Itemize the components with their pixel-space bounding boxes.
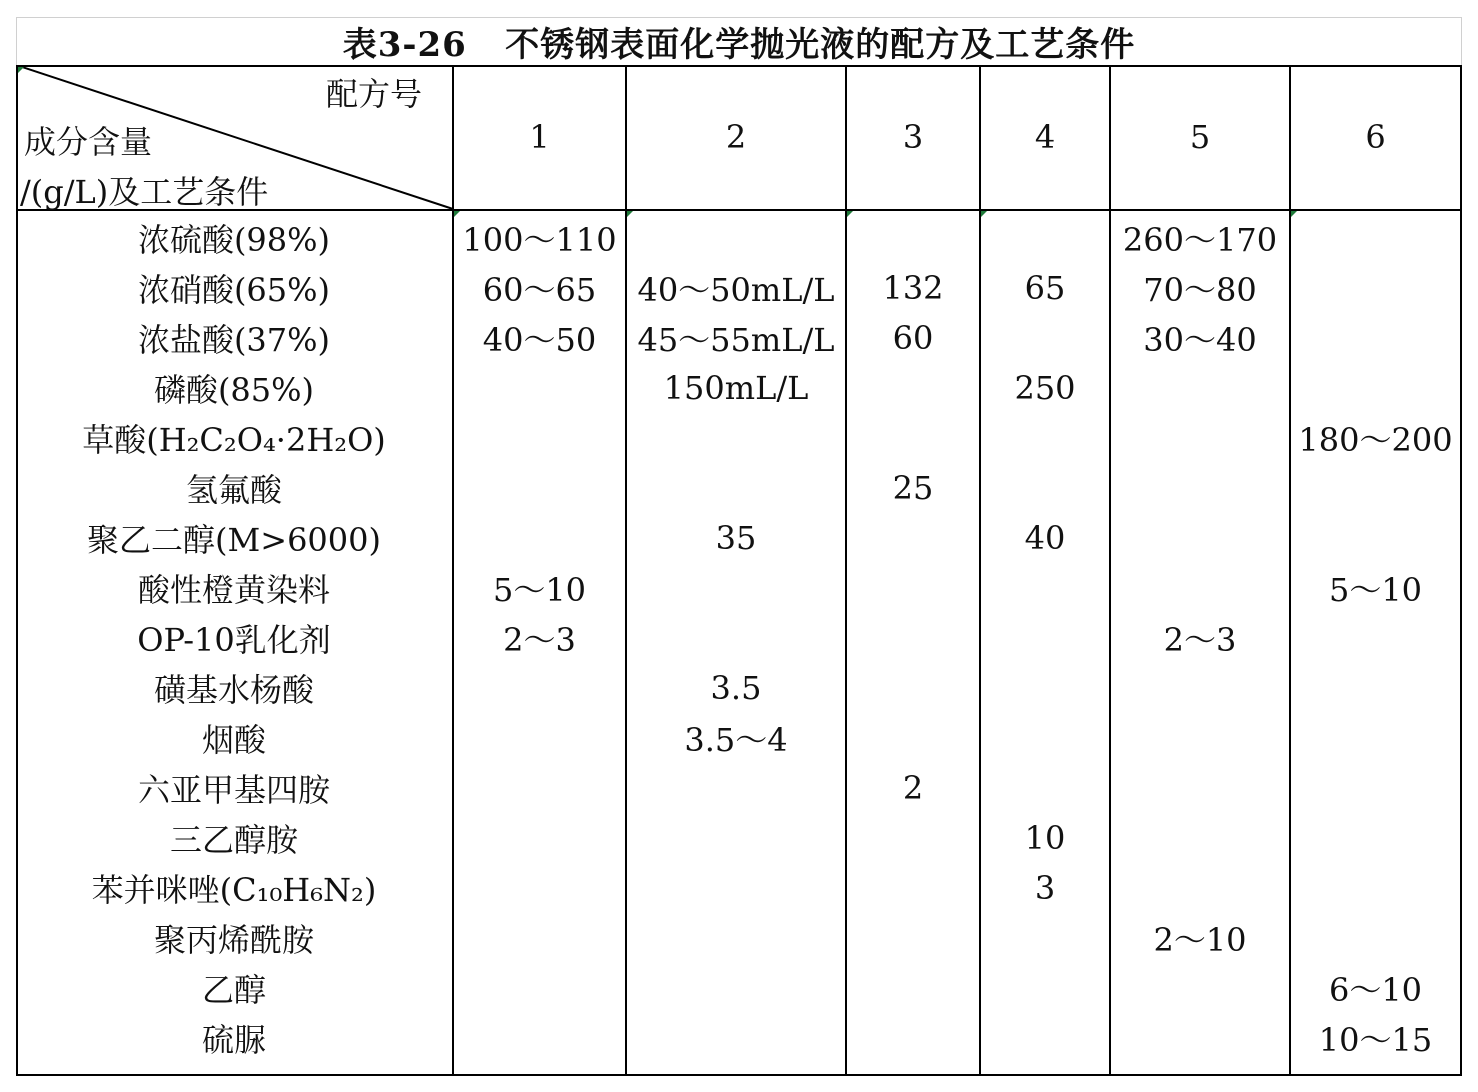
table-cell bbox=[1291, 213, 1460, 263]
table-cell bbox=[454, 663, 625, 713]
table-cell bbox=[981, 313, 1109, 363]
table-cell bbox=[454, 1013, 625, 1063]
table-cell bbox=[981, 713, 1109, 763]
table-cell bbox=[981, 213, 1109, 263]
table-cell bbox=[847, 213, 979, 263]
table-cell: 260～170 bbox=[1122, 221, 1278, 259]
table-cell: 45～55mL/L bbox=[637, 321, 835, 359]
table-cell: 10 bbox=[1024, 819, 1066, 857]
table-cell: 250 bbox=[1014, 369, 1076, 407]
table-cell bbox=[847, 1013, 979, 1063]
table-cell bbox=[1111, 813, 1289, 863]
table-cell: 40～50mL/L bbox=[637, 271, 835, 309]
row-label: 草酸(H₂C₂O₄·2H₂O) bbox=[82, 421, 386, 459]
table-cell bbox=[627, 413, 845, 463]
column-header-3: 3 bbox=[902, 118, 924, 156]
table-cell bbox=[627, 1013, 845, 1063]
table-cell bbox=[847, 913, 979, 963]
table-cell bbox=[1291, 613, 1460, 663]
table-cell: 10～15 bbox=[1318, 1021, 1433, 1059]
column-header-5: 5 bbox=[1189, 118, 1211, 156]
table-cell bbox=[1111, 663, 1289, 713]
table-cell: 180～200 bbox=[1298, 421, 1453, 459]
table-cell: 3 bbox=[1034, 869, 1056, 907]
table-cell bbox=[1291, 463, 1460, 513]
table-cell: 60 bbox=[892, 319, 934, 357]
table-cell: 60～65 bbox=[482, 271, 597, 309]
corner-unit-label: /(g/L)及工艺条件 bbox=[20, 173, 269, 211]
table-cell: 2～10 bbox=[1153, 921, 1247, 959]
table-cell bbox=[1111, 413, 1289, 463]
table-cell bbox=[1111, 463, 1289, 513]
table-cell: 5～10 bbox=[492, 571, 587, 609]
row-label: 浓盐酸(37%) bbox=[137, 321, 331, 359]
table-cell: 30～40 bbox=[1143, 321, 1257, 359]
row-label: 乙醇 bbox=[201, 971, 266, 1009]
row-label: 六亚甲基四胺 bbox=[137, 771, 330, 809]
table-cell: 132 bbox=[882, 269, 944, 307]
table-sheet bbox=[16, 17, 1462, 1076]
table-cell bbox=[1291, 313, 1460, 363]
table-cell: 2～3 bbox=[503, 621, 576, 659]
table-cell bbox=[981, 763, 1109, 813]
row-label: 磺基水杨酸 bbox=[153, 671, 314, 709]
table-cell: 3.5～4 bbox=[684, 721, 788, 759]
table-cell bbox=[1291, 863, 1460, 913]
table-cell bbox=[454, 513, 625, 563]
table-cell bbox=[847, 863, 979, 913]
column-header-2: 2 bbox=[725, 118, 747, 156]
rule-bottom bbox=[16, 1074, 1462, 1076]
table-cell bbox=[454, 813, 625, 863]
corner-component-label: 成分含量 bbox=[24, 123, 153, 161]
table-cell bbox=[847, 713, 979, 763]
row-label: 酸性橙黄染料 bbox=[137, 571, 330, 609]
table-cell bbox=[847, 513, 979, 563]
table-cell bbox=[454, 463, 625, 513]
row-label: 烟酸 bbox=[201, 721, 266, 759]
table-cell bbox=[847, 663, 979, 713]
table-cell bbox=[847, 363, 979, 413]
column-header-4: 4 bbox=[1034, 118, 1056, 156]
table-cell bbox=[1111, 563, 1289, 613]
table-cell bbox=[1291, 363, 1460, 413]
table-cell bbox=[627, 213, 845, 263]
table-cell bbox=[1291, 763, 1460, 813]
table-cell bbox=[454, 363, 625, 413]
corner-recipe-label: 配方号 bbox=[326, 75, 423, 113]
row-label: 浓硫酸(98%) bbox=[137, 221, 331, 259]
table-cell: 6～10 bbox=[1328, 971, 1423, 1009]
row-label: 苯并咪唑(C₁₀H₆N₂) bbox=[91, 871, 377, 909]
table-cell bbox=[627, 463, 845, 513]
row-label: 氢氟酸 bbox=[185, 471, 282, 509]
table-cell: 65 bbox=[1024, 269, 1066, 307]
row-label: 硫脲 bbox=[201, 1021, 266, 1059]
table-cell bbox=[1291, 513, 1460, 563]
table-title: 表3-26 不锈钢表面化学抛光液的配方及工艺条件 bbox=[16, 17, 1462, 65]
table-cell bbox=[1111, 363, 1289, 413]
table-cell bbox=[627, 763, 845, 813]
table-cell bbox=[454, 413, 625, 463]
row-label: OP-10乳化剂 bbox=[137, 621, 331, 659]
table-cell bbox=[454, 763, 625, 813]
cell-marker bbox=[18, 67, 24, 73]
row-label: 三乙醇胺 bbox=[169, 821, 298, 859]
table-cell bbox=[627, 613, 845, 663]
table-cell bbox=[627, 963, 845, 1013]
table-cell: 70～80 bbox=[1143, 271, 1257, 309]
table-cell bbox=[981, 413, 1109, 463]
table-cell bbox=[1111, 1013, 1289, 1063]
rule-right bbox=[1460, 65, 1462, 1076]
table-cell bbox=[627, 863, 845, 913]
table-cell bbox=[454, 863, 625, 913]
table-cell: 40 bbox=[1024, 519, 1066, 557]
table-cell bbox=[981, 563, 1109, 613]
table-cell bbox=[627, 913, 845, 963]
table-cell bbox=[454, 713, 625, 763]
table-cell bbox=[454, 963, 625, 1013]
table-cell: 2 bbox=[902, 769, 924, 807]
table-cell bbox=[847, 563, 979, 613]
table-cell bbox=[981, 663, 1109, 713]
table-cell bbox=[1111, 713, 1289, 763]
table-cell bbox=[1291, 263, 1460, 313]
table-cell bbox=[847, 613, 979, 663]
table-cell bbox=[1291, 713, 1460, 763]
table-cell bbox=[981, 613, 1109, 663]
table-cell bbox=[1111, 863, 1289, 913]
table-cell: 3.5 bbox=[710, 669, 762, 707]
table-cell bbox=[1111, 763, 1289, 813]
table-cell bbox=[1111, 513, 1289, 563]
table-cell: 40～50 bbox=[482, 321, 597, 359]
column-header-6: 6 bbox=[1365, 118, 1386, 156]
column-header-1: 1 bbox=[529, 118, 550, 156]
table-cell bbox=[981, 1013, 1109, 1063]
table-cell bbox=[981, 963, 1109, 1013]
table-cell bbox=[847, 963, 979, 1013]
table-cell: 150mL/L bbox=[663, 369, 809, 407]
table-cell bbox=[627, 813, 845, 863]
row-label: 聚丙烯酰胺 bbox=[153, 921, 314, 959]
table-cell bbox=[981, 913, 1109, 963]
table-cell: 5～10 bbox=[1328, 571, 1423, 609]
table-cell bbox=[847, 413, 979, 463]
table-cell bbox=[1111, 963, 1289, 1013]
row-label: 聚乙二醇(M>6000) bbox=[87, 521, 381, 559]
row-label: 浓硝酸(65%) bbox=[137, 271, 331, 309]
table-cell bbox=[981, 463, 1109, 513]
table-cell: 2～3 bbox=[1163, 621, 1237, 659]
table-cell bbox=[1291, 813, 1460, 863]
row-label: 磷酸(85%) bbox=[153, 371, 315, 409]
table-cell: 100～110 bbox=[462, 221, 617, 259]
table-cell: 35 bbox=[715, 519, 757, 557]
table-cell: 25 bbox=[892, 469, 934, 507]
table-cell bbox=[627, 563, 845, 613]
table-cell bbox=[847, 813, 979, 863]
table-cell bbox=[1291, 663, 1460, 713]
table-cell bbox=[454, 913, 625, 963]
table-cell bbox=[1291, 913, 1460, 963]
